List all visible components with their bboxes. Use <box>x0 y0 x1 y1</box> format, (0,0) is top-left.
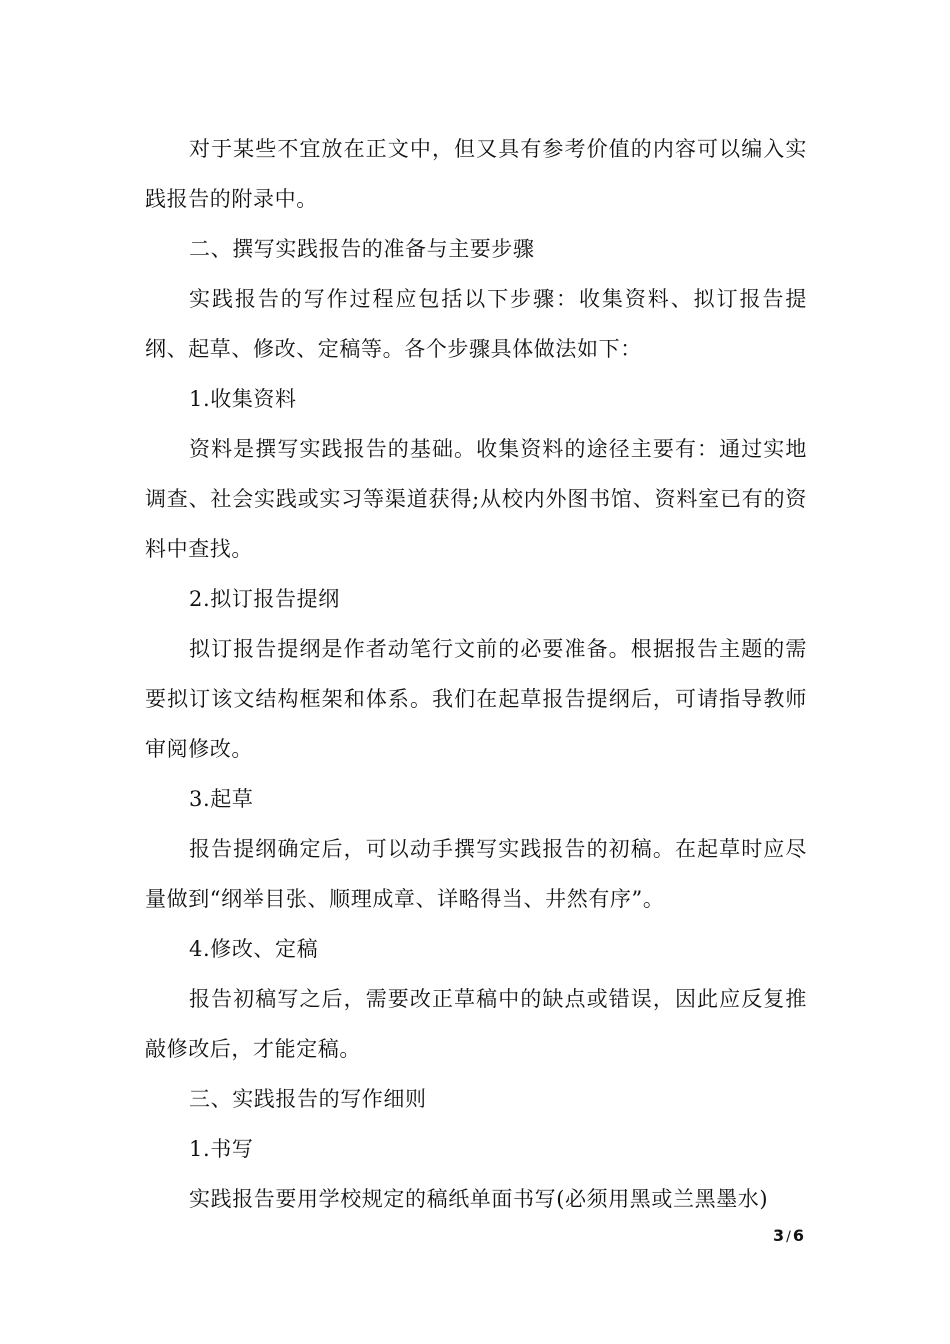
subsection-heading: 2.拟订报告提纲 <box>189 587 340 611</box>
body-paragraph: 报告提纲确定后，可以动手撰写实践报告的初稿。在起草时应尽量做到“纲举目张、顺理成章、详略得当、井然有序”。 <box>145 837 807 911</box>
page-number <box>773 1226 805 1245</box>
section-heading: 二、撰写实践报告的准备与主要步骤 <box>189 237 535 261</box>
page-separator: / <box>786 1229 792 1245</box>
section-heading: 三、实践报告的写作细则 <box>189 1087 427 1111</box>
page-current: 3 <box>773 1226 786 1245</box>
subsection-heading: 4.修改、定稿 <box>189 937 319 961</box>
subsection-heading: 1.收集资料 <box>189 387 297 411</box>
page-total: 6 <box>792 1226 805 1245</box>
subsection-heading: 3.起草 <box>189 787 254 811</box>
body-paragraph: 实践报告的写作过程应包括以下步骤：收集资料、拟订报告提纲、起草、修改、定稿等。各个步骤具体做法如下： <box>145 287 807 361</box>
body-paragraph: 拟订报告提纲是作者动笔行文前的必要准备。根据报告主题的需要拟订该文结构框架和体系。我们在起草报告提纲后，可请指导教师审阅修改。 <box>145 637 807 761</box>
subsection-heading: 1.书写 <box>189 1137 254 1161</box>
body-paragraph: 对于某些不宜放在正文中，但又具有参考价值的内容可以编入实践报告的附录中。 <box>145 137 807 211</box>
document-body <box>145 124 807 1224</box>
body-paragraph: 报告初稿写之后，需要改正草稿中的缺点或错误，因此应反复推敲修改后，才能定稿。 <box>145 987 807 1061</box>
body-paragraph: 实践报告要用学校规定的稿纸单面书写(必须用黑或兰黑墨水) <box>189 1187 769 1211</box>
body-paragraph: 资料是撰写实践报告的基础。收集资料的途径主要有：通过实地调查、社会实践或实习等渠道获得;从校内外图书馆、资料室已有的资料中查找。 <box>145 437 807 561</box>
